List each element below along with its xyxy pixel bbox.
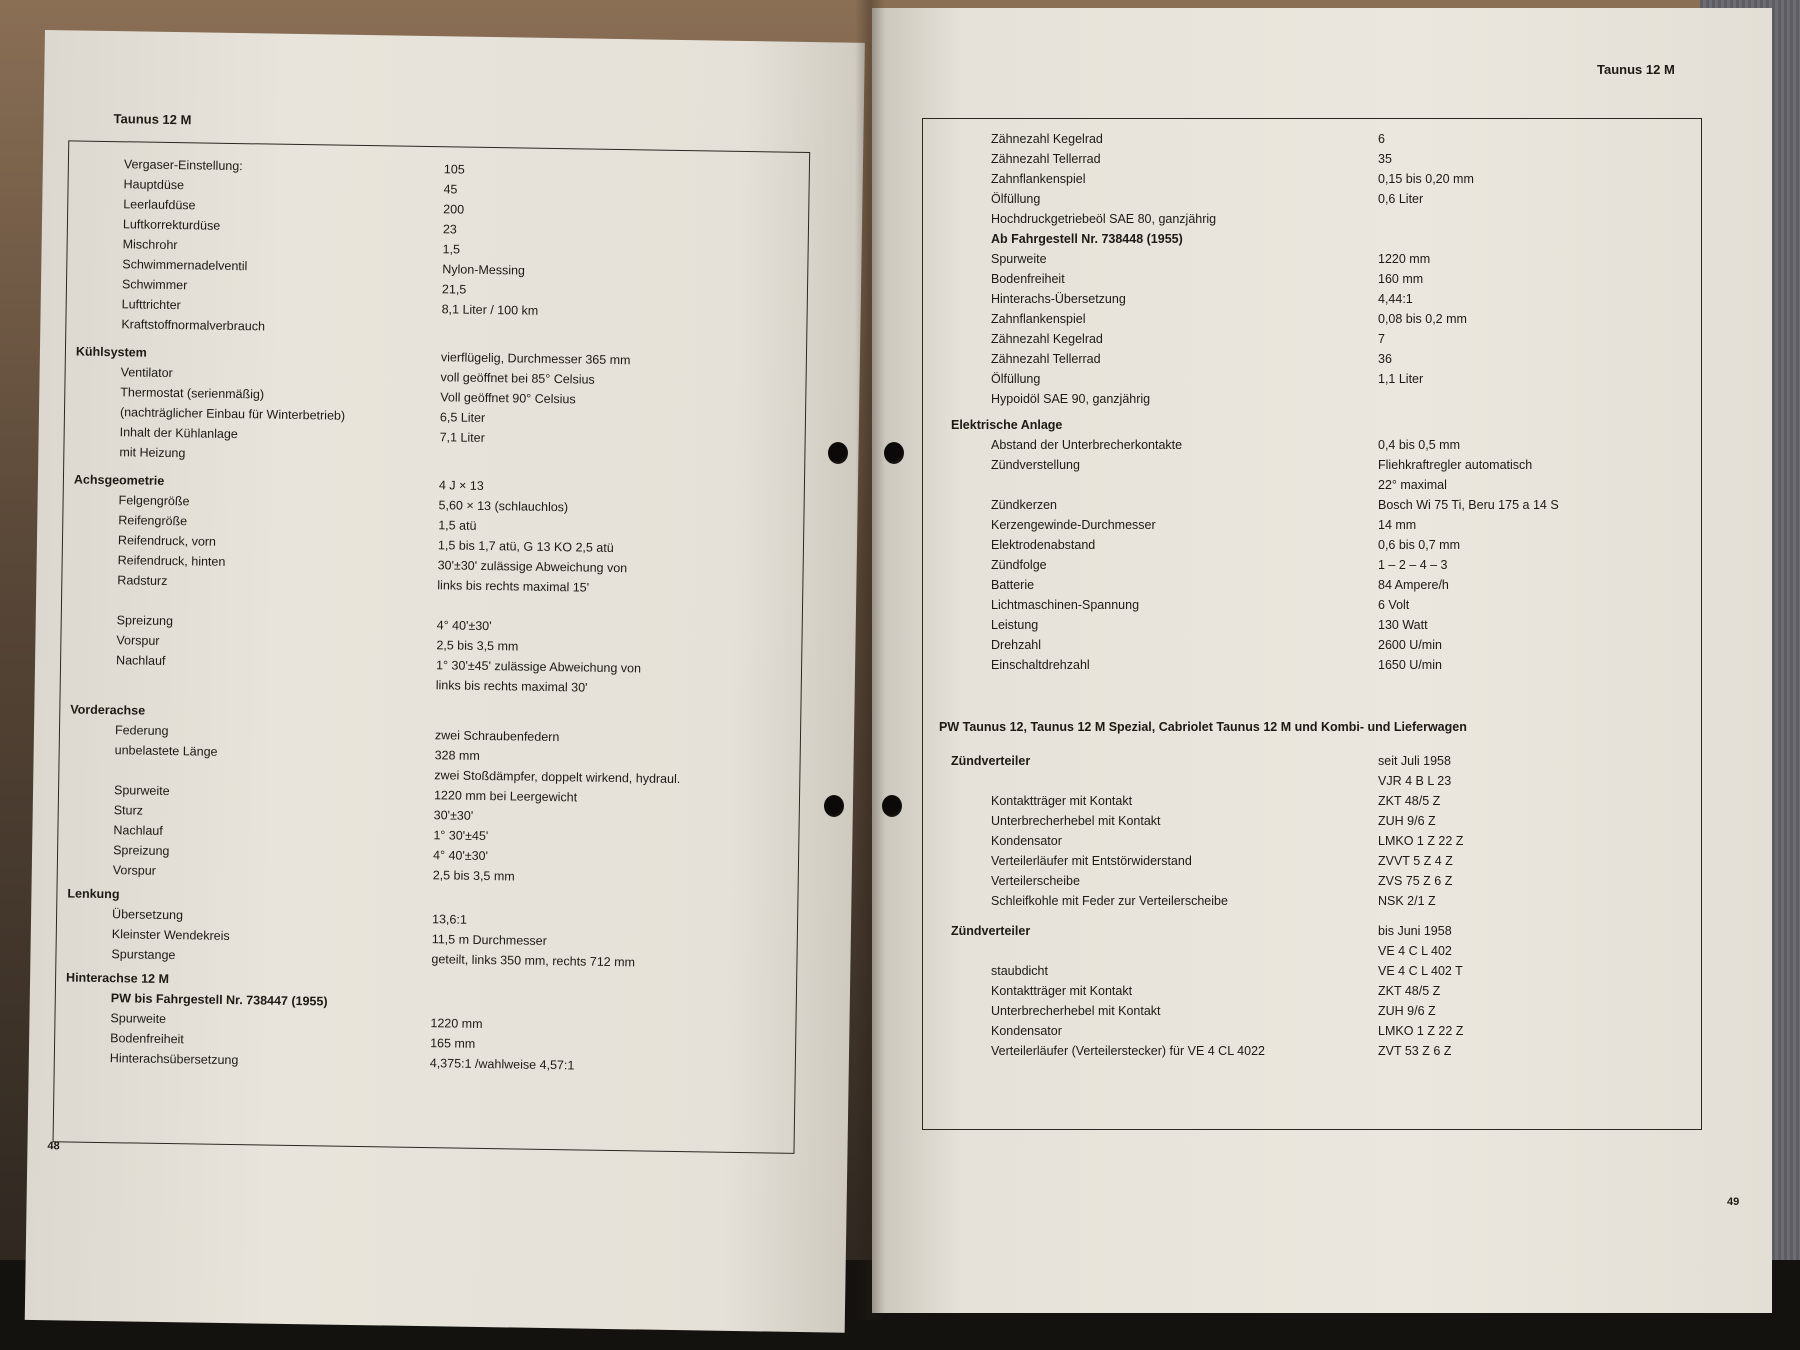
spec-row — [923, 771, 1701, 791]
spec-value: LMKO 1 Z 22 Z — [1378, 834, 1464, 848]
spec-row — [923, 961, 1701, 981]
spec-label: Zündverteiler — [951, 924, 1031, 938]
spec-value: 130 Watt — [1378, 618, 1428, 632]
spec-row — [923, 615, 1701, 635]
spec-row — [923, 329, 1701, 349]
spec-label: Hinterachs-Übersetzung — [991, 292, 1126, 306]
spec-value: 1220 mm bei Leergewicht — [433, 788, 578, 805]
spec-value: 2600 U/min — [1378, 638, 1442, 652]
spec-label: Abstand der Unterbrecherkontakte — [991, 438, 1183, 452]
spec-label: Lenkung — [67, 886, 120, 902]
spec-value: 35 — [1378, 152, 1392, 166]
spec-value: 1220 mm — [1378, 252, 1431, 266]
spec-label: Spreizung — [116, 613, 174, 629]
spec-row — [923, 1021, 1701, 1041]
spec-value: seit Juli 1958 — [1378, 754, 1451, 768]
spec-label: Hauptdüse — [123, 177, 185, 193]
spec-label: Zündkerzen — [991, 498, 1058, 512]
spec-value: 4,44:1 — [1378, 292, 1413, 306]
spec-label: Zähnezahl Kegelrad — [991, 332, 1103, 346]
spec-value: 5,60 × 13 (schlauchlos) — [438, 498, 569, 515]
spec-label: Zahnflankenspiel — [991, 172, 1086, 186]
spec-row — [923, 229, 1701, 249]
spec-label: Kerzengewinde-Durchmesser — [991, 518, 1156, 532]
spec-label: Kühlsystem — [75, 344, 147, 360]
spec-row — [923, 369, 1701, 389]
spec-label: Hinterachse 12 M — [66, 970, 170, 987]
spec-label: Vorderachse — [70, 702, 146, 718]
spec-row — [923, 751, 1701, 771]
spec-row — [923, 635, 1701, 655]
spec-label: Unterbrecherhebel mit Kontakt — [991, 1004, 1161, 1018]
spec-label: Kondensator — [991, 834, 1062, 848]
spec-label: Leistung — [991, 618, 1039, 632]
spec-value: 165 mm — [430, 1036, 476, 1051]
spec-row — [923, 811, 1701, 831]
spec-label: Thermostat (serienmäßig) — [120, 385, 265, 402]
spec-row — [923, 289, 1701, 309]
spec-value: 4° 40'±30' — [436, 618, 492, 634]
spec-value: Nylon-Messing — [442, 262, 526, 278]
spec-label: Inhalt der Kühlanlage — [119, 425, 238, 442]
spec-row — [923, 891, 1701, 911]
spec-row — [923, 149, 1701, 169]
right-spec-frame — [922, 118, 1702, 1130]
binding-hole — [882, 795, 902, 817]
spec-value: ZKT 48/5 Z — [1378, 984, 1441, 998]
spec-row — [923, 269, 1701, 289]
spec-value: NSK 2/1 Z — [1378, 894, 1436, 908]
spec-label: Kontaktträger mit Kontakt — [991, 794, 1133, 808]
spec-label: Drehzahl — [991, 638, 1042, 652]
spec-label: Zündverteiler — [951, 754, 1031, 768]
spec-row — [923, 249, 1701, 269]
spec-value: 36 — [1378, 352, 1392, 366]
spec-label: Nachlauf — [113, 823, 163, 838]
spec-label: Zähnezahl Tellerrad — [991, 352, 1101, 366]
spec-row — [923, 981, 1701, 1001]
spec-value: 1,5 bis 1,7 atü, G 13 KO 2,5 atü — [437, 538, 614, 555]
spec-value: 2,5 bis 3,5 mm — [436, 638, 519, 654]
spec-value: ZVT 53 Z 6 Z — [1378, 1044, 1452, 1058]
left-spec-frame — [53, 140, 811, 1154]
spec-value: 6 — [1378, 132, 1385, 146]
spec-value: 1,5 atü — [438, 518, 477, 533]
spec-value: bis Juni 1958 — [1378, 924, 1452, 938]
spec-value: 1,5 — [442, 242, 461, 257]
spec-value: 45 — [443, 182, 458, 197]
spec-value: 1650 U/min — [1378, 658, 1442, 672]
spec-value: 1 – 2 – 4 – 3 — [1378, 558, 1448, 572]
spec-label: Vorspur — [116, 633, 160, 648]
spec-label: Reifengröße — [118, 513, 188, 529]
spec-value: 160 mm — [1378, 272, 1424, 286]
spec-label: mit Heizung — [119, 445, 186, 461]
spec-label: unbelastete Länge — [114, 743, 218, 759]
spec-value: 6 Volt — [1378, 598, 1410, 612]
book-gutter — [855, 0, 885, 1320]
spec-value: 0,6 bis 0,7 mm — [1378, 538, 1460, 552]
spec-value: voll geöffnet bei 85° Celsius — [440, 370, 595, 387]
spec-row — [923, 415, 1701, 435]
spec-label: Spurweite — [991, 252, 1047, 266]
spec-row — [923, 515, 1701, 535]
spec-value: 1° 30'±45' zulässige Abweichung von — [435, 658, 642, 676]
spec-label: Ventilator — [120, 365, 173, 381]
spec-value: 4 J × 13 — [438, 478, 484, 493]
spec-label: Ölfüllung — [991, 192, 1041, 206]
spec-label: Kleinster Wendekreis — [111, 927, 230, 944]
spec-value: ZVVT 5 Z 4 Z — [1378, 854, 1453, 868]
spec-value: 328 mm — [434, 748, 480, 763]
spec-row — [923, 475, 1701, 495]
spec-row — [923, 1041, 1701, 1061]
spec-label: Schleifkohle mit Feder zur Verteilerscheibe — [991, 894, 1228, 908]
spec-label: Lichtmaschinen-Spannung — [991, 598, 1140, 612]
spec-label: Elektrodenabstand — [991, 538, 1096, 552]
spec-value: 0,4 bis 0,5 mm — [1378, 438, 1460, 452]
spec-row — [923, 535, 1701, 555]
spec-row — [923, 655, 1701, 675]
spec-value: 8,1 Liter / 100 km — [441, 302, 539, 318]
spec-label: Unterbrecherhebel mit Kontakt — [991, 814, 1161, 828]
spec-row — [923, 941, 1701, 961]
spec-label: Übersetzung — [112, 907, 184, 923]
spec-value: 2,5 bis 3,5 mm — [432, 868, 515, 884]
spec-label: PW Taunus 12, Taunus 12 M Spezial, Cabriolet Taunus 12 M und Kombi- und Lieferwagen — [939, 720, 1467, 734]
spec-value: 22° maximal — [1378, 478, 1447, 492]
spec-value: zwei Schraubenfedern — [434, 728, 560, 745]
spec-value: ZKT 48/5 Z — [1378, 794, 1441, 808]
spec-label: Nachlauf — [116, 653, 166, 668]
spec-label: Hochdruckgetriebeöl SAE 80, ganzjährig — [991, 212, 1217, 226]
left-page-number: 48 — [47, 1140, 60, 1153]
spec-value: 30'±30' — [433, 808, 474, 823]
spec-value: LMKO 1 Z 22 Z — [1378, 1024, 1464, 1038]
spec-label: Spreizung — [113, 843, 170, 859]
binding-hole — [824, 795, 844, 817]
spec-label: Kontaktträger mit Kontakt — [991, 984, 1133, 998]
spec-row — [923, 717, 1701, 737]
spec-value: 7,1 Liter — [439, 430, 485, 445]
spec-label: Spurstange — [111, 947, 176, 963]
spec-value: 4,375:1 /wahlweise 4,57:1 — [429, 1056, 575, 1073]
spec-row — [923, 189, 1701, 209]
spec-row — [923, 1001, 1701, 1021]
spec-value: 105 — [443, 162, 465, 177]
spec-row — [923, 309, 1701, 329]
spec-row — [923, 921, 1701, 941]
spec-label: Einschaltdrehzahl — [991, 658, 1090, 672]
spec-value: links bis rechts maximal 15' — [437, 578, 590, 595]
spec-row — [923, 209, 1701, 229]
spec-label: Spurweite — [113, 783, 170, 799]
spec-row — [923, 871, 1701, 891]
spec-row — [923, 435, 1701, 455]
spec-value: ZUH 9/6 Z — [1378, 1004, 1436, 1018]
spec-value: 1220 mm — [430, 1016, 483, 1031]
spec-value: 0,15 bis 0,20 mm — [1378, 172, 1474, 186]
spec-row — [923, 831, 1701, 851]
spec-label: Kondensator — [991, 1024, 1062, 1038]
left-spec-table — [55, 141, 809, 1079]
spec-value: 13,6:1 — [431, 912, 467, 927]
spec-value: Voll geöffnet 90° Celsius — [440, 390, 576, 407]
spec-value: 11,5 m Durchmesser — [431, 932, 547, 948]
spec-label: Lufttrichter — [121, 297, 181, 313]
spec-value: 0,6 Liter — [1378, 192, 1424, 206]
spec-value: 84 Ampere/h — [1378, 578, 1449, 592]
spec-label: Achsgeometrie — [73, 472, 165, 488]
spec-label: Bodenfreiheit — [991, 272, 1065, 286]
spec-value: geteilt, links 350 mm, rechts 712 mm — [431, 952, 636, 970]
spec-row — [923, 455, 1701, 475]
spec-value: 14 mm — [1378, 518, 1417, 532]
spec-row — [923, 349, 1701, 369]
spec-value: 200 — [443, 202, 465, 217]
spec-label: Vergaser-Einstellung: — [123, 157, 243, 174]
spec-label: Zündfolge — [991, 558, 1047, 572]
spec-label: Federung — [114, 723, 169, 739]
spec-label: Zähnezahl Tellerrad — [991, 152, 1101, 166]
spec-row — [923, 495, 1701, 515]
spec-row — [923, 851, 1701, 871]
spec-label: Vorspur — [112, 863, 157, 878]
spec-value: 4° 40'±30' — [432, 848, 489, 864]
spec-label: Hinterachsübersetzung — [109, 1051, 239, 1068]
spec-value: 6,5 Liter — [439, 410, 486, 425]
binding-hole — [828, 442, 848, 464]
spec-label: Bodenfreiheit — [110, 1031, 184, 1047]
spec-value: VE 4 C L 402 T — [1378, 964, 1463, 978]
spec-value: 1,1 Liter — [1378, 372, 1424, 386]
spec-label: Sturz — [113, 803, 144, 818]
spec-label: Schwimmer — [121, 277, 188, 293]
spec-label: Hypoidöl SAE 90, ganzjährig — [991, 392, 1151, 406]
spec-row — [923, 575, 1701, 595]
spec-value: 30'±30' zulässige Abweichung von — [437, 558, 628, 576]
spec-label: Ab Fahrgestell Nr. 738448 (1955) — [991, 232, 1183, 246]
spec-label: Schwimmernadelventil — [122, 257, 248, 274]
spec-value: vierflügelig, Durchmesser 365 mm — [440, 350, 631, 368]
spec-value: zwei Stoßdämpfer, doppelt wirkend, hydraul. — [434, 768, 681, 787]
spec-value: Fliehkraftregler automatisch — [1378, 458, 1533, 472]
spec-label: Luftkorrekturdüse — [122, 217, 221, 233]
spec-value: 0,08 bis 0,2 mm — [1378, 312, 1467, 326]
spec-value: ZVS 75 Z 6 Z — [1378, 874, 1453, 888]
spec-value: ZUH 9/6 Z — [1378, 814, 1436, 828]
spec-label: Reifendruck, vorn — [117, 533, 217, 549]
spec-label: staubdicht — [991, 964, 1048, 978]
left-running-title: Taunus 12 M — [113, 111, 192, 128]
spec-value: VE 4 C L 402 — [1378, 944, 1452, 958]
spec-label: Spurweite — [110, 1011, 167, 1027]
spec-row — [923, 389, 1701, 409]
spec-label: Zähnezahl Kegelrad — [991, 132, 1103, 146]
spec-label: Elektrische Anlage — [951, 418, 1063, 432]
spec-label: Verteilerläufer (Verteilerstecker) für VE 4 CL 4022 — [991, 1044, 1265, 1058]
spec-row — [923, 791, 1701, 811]
spec-row — [923, 129, 1701, 149]
spec-label: Kraftstoffnormalverbrauch — [121, 317, 266, 334]
spec-label: Leerlaufdüse — [123, 197, 196, 213]
spec-value: links bis rechts maximal 30' — [435, 678, 588, 695]
spec-label: Felgengröße — [118, 493, 190, 509]
left-page — [25, 30, 865, 1333]
spec-label: Batterie — [991, 578, 1035, 592]
spec-row — [923, 595, 1701, 615]
spec-row — [923, 555, 1701, 575]
right-page-number: 49 — [1727, 1196, 1740, 1208]
spec-label: Verteilerscheibe — [991, 874, 1080, 888]
spec-value: VJR 4 B L 23 — [1378, 774, 1452, 788]
spec-label: Zahnflankenspiel — [991, 312, 1086, 326]
spec-label: Mischrohr — [122, 237, 178, 253]
spec-value: 1° 30'±45' — [433, 828, 489, 844]
right-spec-table — [923, 119, 1701, 1061]
right-page — [872, 8, 1772, 1313]
spec-label: Radsturz — [117, 573, 168, 588]
spec-value: 23 — [442, 222, 457, 237]
spec-row — [923, 169, 1701, 189]
right-running-title: Taunus 12 M — [1597, 62, 1675, 77]
binding-hole — [884, 442, 904, 464]
spec-value: 7 — [1378, 332, 1385, 346]
spec-value: Bosch Wi 75 Ti, Beru 175 a 14 S — [1378, 498, 1559, 512]
spec-label: Verteilerläufer mit Entstörwiderstand — [991, 854, 1192, 868]
spec-label: (nachträglicher Einbau für Winterbetrieb) — [119, 405, 346, 423]
spec-value: 21,5 — [441, 282, 467, 297]
spec-label: Ölfüllung — [991, 372, 1041, 386]
spec-label: Zündverstellung — [991, 458, 1080, 472]
spec-label: PW bis Fahrgestell Nr. 738447 (1955) — [110, 991, 328, 1009]
spec-label: Reifendruck, hinten — [117, 553, 226, 569]
